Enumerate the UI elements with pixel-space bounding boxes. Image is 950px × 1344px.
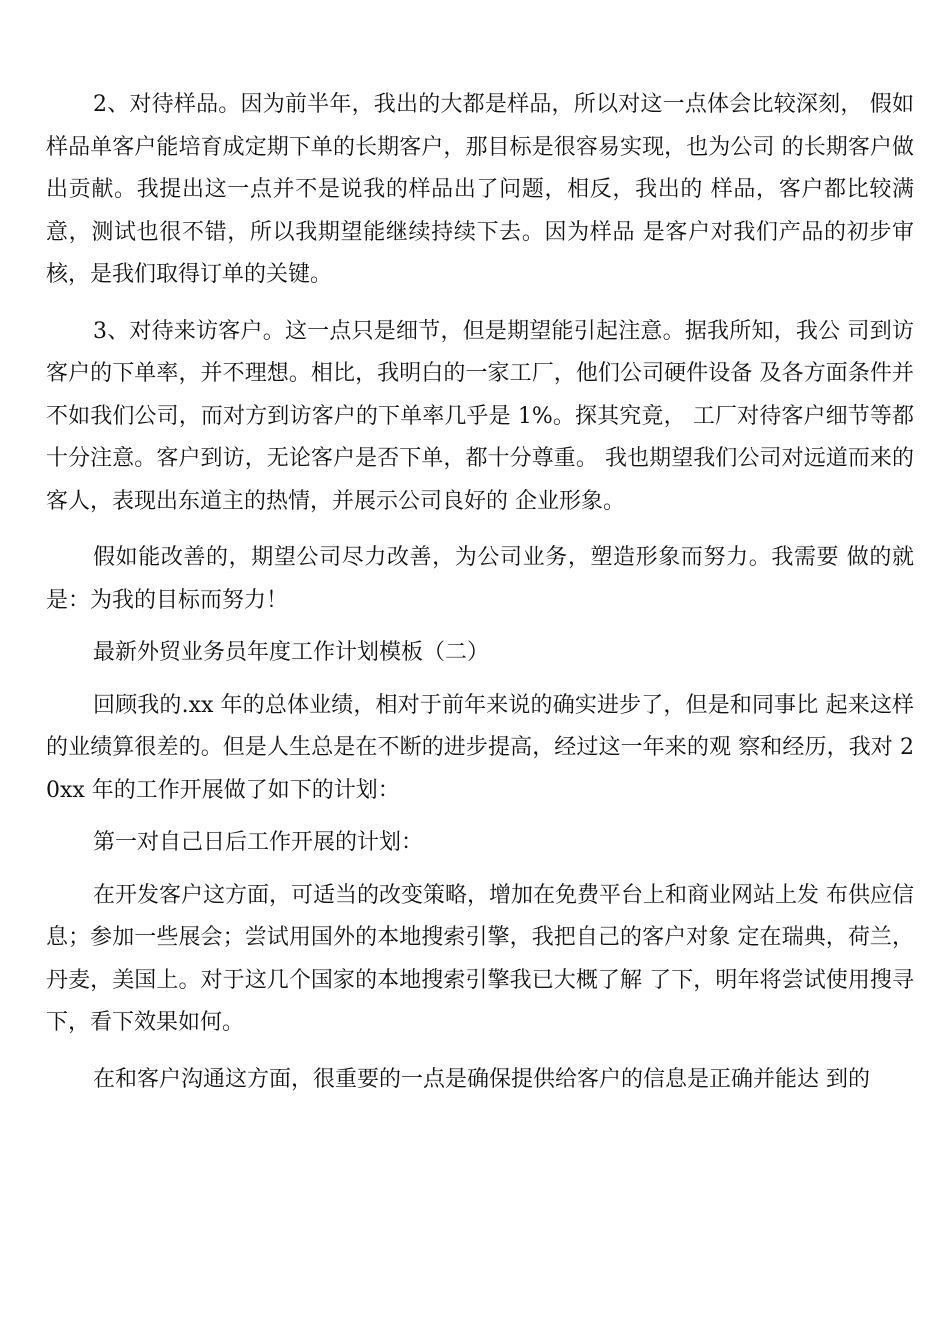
document-page (46, 84, 914, 1101)
paragraph-visiting-clients: 3、对待来访客户。这一点只是细节，但是期望能引起注意。据我所知，我公 司到访客户的下单率，并不理想。相比，我明白的一家工厂，他们公司硬件设备 及各方面条件并不如我们公司，而对方到访客户的下单率几乎是 1%。探其究竟， 工厂对待客户细节等都十分注意。客户到访，无论客户是否下单，都十分尊重。 我也期望我们公司对远道而来的客人，表现出东道主的热情，并展示公司良好的 企业形象。 (46, 318, 914, 514)
paragraph-sample-handling: 2、对待样品。因为前半年，我出的大都是样品，所以对这一点体会比较深刻， 假如样品单客户能培育成定期下单的长期客户，那目标是很容易实现，也为公司 的长期客户做出贡献。我提出这一点并不是说我的样品出了问题，相反，我出的 样品，客户都比较满意，测试也很不错，所以我期望能继续持续下去。因为样品 是客户对我们产品的初步审核，是我们取得订单的关键。 (46, 92, 914, 287)
paragraph-plan-intro: 第一对自己日后工作开展的计划： (93, 830, 424, 855)
paragraph-client-communication: 在和客户沟通这方面，很重要的一点是确保提供给客户的信息是正确并能达 到的 (93, 1066, 870, 1092)
section-heading: 最新外贸业务员年度工作计划模板（二） (93, 640, 490, 665)
paragraph-review: 回顾我的.xx 年的总体业绩，相对于前年来说的确实进步了，但是和同事比 起来这样的业绩算很差的。但是人生总是在不断的进步提高，经过这一年来的观 察和经历，我对 20xx 年的工作开展做了如下的计划： (46, 692, 914, 803)
paragraph-improvement: 假如能改善的，期望公司尽力改善，为公司业务，塑造形象而努力。我需要 做的就是：为我的目标而努力！ (46, 545, 914, 613)
paragraph-client-development: 在开发客户这方面，可适当的改变策略，增加在免费平台上和商业网站上发 布供应信息；参加一些展会；尝试用国外的本地搜索引擎，我把自己的客户对象 定在瑞典，荷兰，丹麦，美国上。对于这几个国家的本地搜索引擎我已大概了解 了下，明年将尝试使用搜寻下，看下效果如何。 (46, 882, 914, 1035)
